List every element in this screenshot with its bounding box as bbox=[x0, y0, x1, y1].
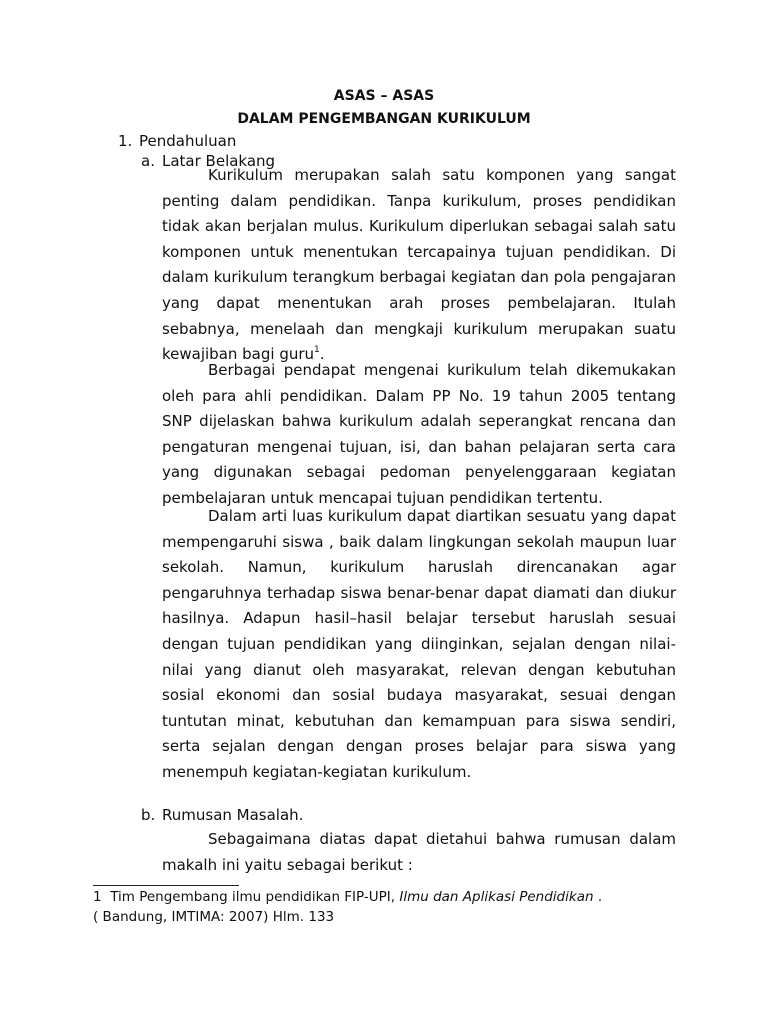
footnote-line2: ( Bandung, IMTIMA: 2007) Hlm. 133 bbox=[93, 909, 335, 925]
document-title-line1: ASAS – ASAS bbox=[333, 88, 435, 104]
document-title-line2: DALAM PENGEMBANGAN KURIKULUM bbox=[237, 111, 531, 127]
paragraph-3 bbox=[162, 504, 676, 786]
footnote-text: Tim Pengembang ilmu pendidikan FIP-UPI, bbox=[110, 889, 396, 905]
paragraph-1-text: Kurikulum merupakan salah satu komponen yang sangat penting dalam pendidikan. Tanpa kurikulum, proses pendidikan tidak akan berjalan mulus. Kurikulum diperlukan sebagai salah satu komponen untuk menentukan tercapainya tujuan pendidikan. Di dalam kurikulum terangkum berbagai kegiatan dan pola pengajaran yang dapat menentukan arah proses pembelajaran. Itulah sebabnya, menelaah dan mengkaji kurikulum merupakan suatu kewajiban bagi guru bbox=[162, 166, 676, 364]
subsection-b-letter: b. bbox=[141, 806, 156, 824]
subsection-a-letter: a. bbox=[141, 152, 155, 170]
footnote-separator bbox=[93, 885, 239, 886]
footnote-reference: 1 bbox=[314, 345, 320, 356]
paragraph-3-text: Dalam arti luas kurikulum dapat diartikan sesuatu yang dapat mempengaruhi siswa , baik dalam lingkungan sekolah maupun luar sekolah. Namun, kurikulum haruslah direncanakan agar pengaruhnya terhadap siswa benar-benar dapat diamati dan diukur hasilnya. Adapun hasil–hasil belajar tersebut haruslah sesuai dengan tujuan pendidikan yang diinginkan, sejalan dengan nilai-nilai yang dianut oleh masyarakat, relevan dengan kebutuhan sosial ekonomi dan sosial budaya masyarakat, sesuai dengan tuntutan minat, kebutuhan dan kemampuan para siswa sendiri, serta sejalan dengan dengan proses belajar para siswa yang menempuh kegiatan-kegiatan kurikulum. bbox=[162, 507, 676, 781]
footnote-line1 bbox=[93, 888, 602, 906]
paragraph-4-text: Sebagaimana diatas dapat dietahui bahwa rumusan dalam makalh ini yaitu sebagai berikut : bbox=[162, 830, 676, 874]
section-number: 1. bbox=[118, 132, 133, 150]
paragraph-1 bbox=[162, 163, 676, 368]
paragraph-4 bbox=[162, 827, 676, 878]
paragraph-2 bbox=[162, 358, 676, 512]
subsection-b-heading: Rumusan Masalah. bbox=[162, 806, 304, 824]
section-heading: Pendahuluan bbox=[139, 132, 237, 150]
paragraph-1-end: . bbox=[319, 345, 325, 364]
subsection-a-heading: Latar Belakang bbox=[162, 152, 276, 170]
footnote-text-end: . bbox=[597, 889, 603, 905]
footnote-book-title: Ilmu dan Aplikasi Pendidikan bbox=[399, 889, 594, 905]
footnote-number: 1 bbox=[93, 889, 102, 905]
paragraph-2-text: Berbagai pendapat mengenai kurikulum telah dikemukakan oleh para ahli pendidikan. Dalam PP No. 19 tahun 2005 tentang SNP dijelaskan bahwa kurikulum adalah seperangkat rencana dan pengaturan mengenai tujuan, isi, dan bahan pelajaran serta cara yang digunakan sebagai pedoman penyelenggaraan kegiatan pembelajaran untuk mencapai tujuan pendidikan tertentu. bbox=[162, 361, 676, 507]
